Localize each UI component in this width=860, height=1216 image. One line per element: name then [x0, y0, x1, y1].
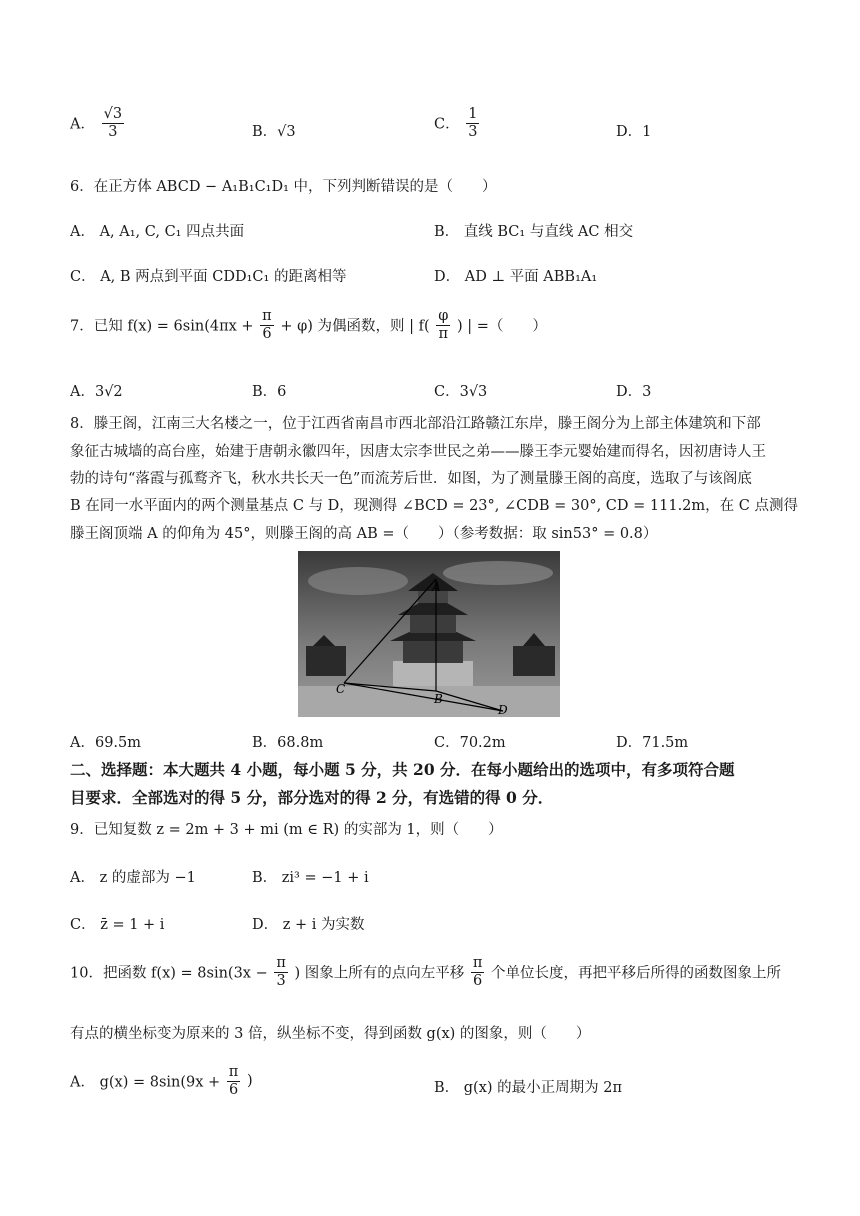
fraction: $\frac{√3}{3}$ — [103, 106, 123, 140]
q9-option-d: D． z + i 为实数 — [252, 917, 365, 933]
q5-option-c — [434, 106, 481, 140]
q6-option-b: B． 直线 BC₁ 与直线 AC 相交 — [434, 224, 634, 240]
q8-option-a: A．69.5m — [70, 735, 142, 751]
tengwang-pavilion-photo — [298, 551, 560, 717]
q8-line-1: 8．滕王阁，江南三大名楼之一，位于江西省南昌市西北部沿江路赣江东岸，滕王阁分为上部主体建筑和下部 — [70, 416, 761, 432]
label-c: C — [336, 682, 346, 696]
q9-option-c: C． z̄ = 1 + i — [70, 917, 165, 933]
q7-option-b: B．6 — [252, 384, 287, 400]
q7-stem: 7．已知 f(x) = 6sin(4πx + $\frac{\pi}{6}$ + φ) 为偶函数，则 | f( $\frac{\varphi}{\pi}$ ) | =（ ） — [70, 308, 547, 342]
label-d: D — [498, 703, 508, 717]
fraction: $\frac{\varphi}{\pi}$ — [438, 308, 449, 342]
q8-line-4: B 在同一水平面内的两个测量基点 C 与 D，现测得 ∠BCD = 23°, ∠CDB = 30°, CD = 111.2m，在 C 点测得 — [70, 498, 798, 514]
fraction: $\frac{\pi}{6}$ — [262, 308, 272, 342]
fraction: $\frac{1}{3}$ — [468, 106, 478, 140]
section2-heading-line-2: 目要求．全部选对的得 5 分，部分选对的得 2 分，有选错的得 0 分． — [70, 788, 554, 807]
q5-option-b: B．√3 — [252, 124, 296, 140]
q7-option-c: C．3√3 — [434, 384, 488, 400]
q10-line-2: 有点的横坐标变为原来的 3 倍，纵坐标不变，得到函数 g(x) 的图象，则（ ） — [70, 1026, 591, 1042]
q8-option-c: C．70.2m — [434, 735, 506, 751]
option-label: C． — [434, 116, 460, 133]
q10-option-b: B． g(x) 的最小正周期为 2π — [434, 1080, 623, 1096]
q8-line-2: 象征古城墙的高台座，始建于唐朝永徽四年，因唐太宗李世民之弟——滕王李元婴始建而得名，因初唐诗人王 — [70, 444, 766, 460]
q9-stem: 9．已知复数 z = 2m + 3 + mi (m ∈ R) 的实部为 1，则（ ） — [70, 822, 503, 838]
fraction: $\frac{\pi}{3}$ — [276, 955, 286, 989]
q6-stem: 6．在正方体 ABCD − A₁B₁C₁D₁ 中，下列判断错误的是（ ） — [70, 179, 497, 195]
fraction: $\frac{\pi}{6}$ — [228, 1064, 239, 1098]
q6-option-a: A． A, A₁, C, C₁ 四点共面 — [70, 224, 245, 240]
q8-line-5: 滕王阁顶端 A 的仰角为 45°，则滕王阁的高 AB =（ ）（参考数据：取 sin53° = 0.8） — [70, 526, 658, 542]
option-label: A． — [70, 116, 95, 133]
q10-option-a: A． g(x) = 8sin(9x + $\frac{\pi}{6}$ ) — [70, 1064, 253, 1098]
q6-option-c: C． A, B 两点到平面 CDD₁C₁ 的距离相等 — [70, 269, 347, 285]
section2-heading-line-1: 二、选择题：本大题共 4 小题，每小题 5 分，共 20 分．在每小题给出的选项中，有多项符合题 — [70, 760, 735, 779]
q6-option-d: D． AD ⊥ 平面 ABB₁A₁ — [434, 269, 598, 285]
q5-option-a — [70, 106, 126, 140]
q9-option-a: A． z 的虚部为 −1 — [70, 870, 196, 886]
q7-option-d: D．3 — [616, 384, 652, 400]
q10-stem: 10．把函数 f(x) = 8sin(3x − $\frac{\pi}{3}$ ) 图象上所有的点向左平移 $\frac{\pi}{6}$ 个单位长度，再把平移后所得的函数图象上所 — [70, 955, 782, 989]
fraction: $\frac{\pi}{6}$ — [472, 955, 483, 989]
q7-option-a: A．3√2 — [70, 384, 123, 400]
q9-option-b: B． zi³ = −1 + i — [252, 870, 369, 886]
q8-option-b: B．68.8m — [252, 735, 324, 751]
label-a: A — [432, 580, 441, 594]
q8-line-3: 勃的诗句“落霞与孤鹜齐飞，秋水共长天一色”而流芳后世．如图，为了测量滕王阁的高度，选取了与该阁底 — [70, 471, 752, 487]
q5-option-d: D．1 — [616, 124, 652, 140]
label-b: B — [434, 692, 443, 706]
q8-option-d: D．71.5m — [616, 735, 689, 751]
